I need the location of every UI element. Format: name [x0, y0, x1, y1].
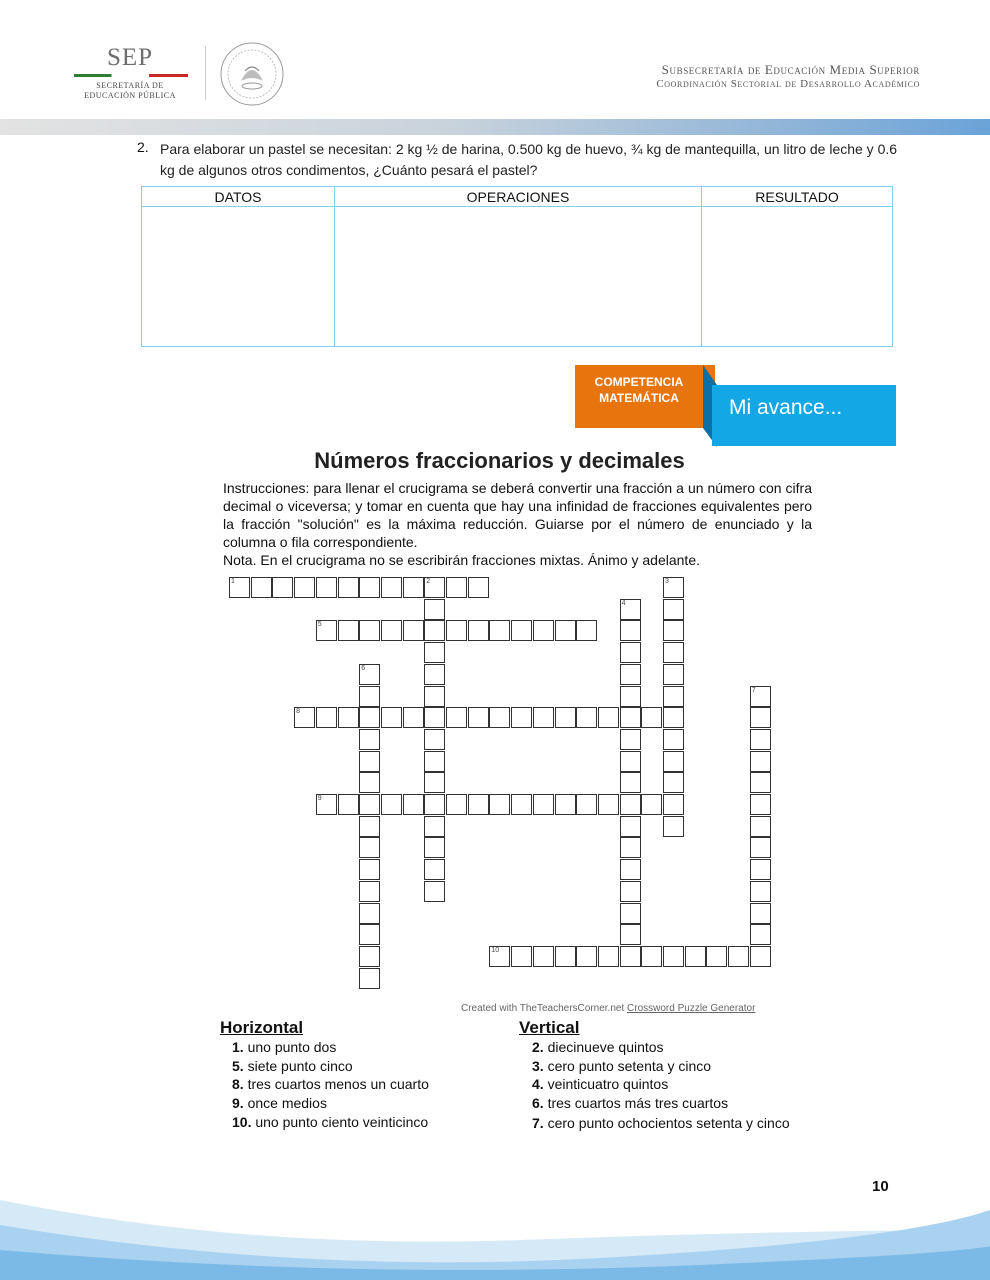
logo-subtitle	[70, 81, 190, 101]
crossword-cell[interactable]	[424, 772, 445, 793]
crossword-cell[interactable]	[424, 620, 445, 641]
crossword-cell[interactable]	[620, 729, 641, 750]
crossword-cell[interactable]	[403, 794, 424, 815]
crossword-cell[interactable]	[620, 924, 641, 945]
crossword-cell[interactable]	[446, 707, 467, 728]
crossword-cell[interactable]	[511, 946, 532, 967]
logo-sub-line1: SECRETARÍA DE	[96, 81, 164, 90]
crossword-cell[interactable]	[620, 751, 641, 772]
header-resultado: RESULTADO	[702, 187, 893, 207]
clue-h5: 5. siete punto cinco	[232, 1058, 353, 1074]
answer-table-header	[142, 187, 893, 207]
header-datos: DATOS	[142, 187, 335, 207]
crossword-cell[interactable]	[750, 729, 771, 750]
crossword-cell[interactable]	[359, 577, 380, 598]
crossword-cell[interactable]	[272, 577, 293, 598]
crossword-cell[interactable]	[424, 859, 445, 880]
tag-line1: COMPETENCIA	[594, 375, 684, 389]
crossword-cell[interactable]	[750, 837, 771, 858]
clue-h8: 8. tres cuartos menos un cuarto	[232, 1076, 429, 1092]
crossword-cell[interactable]	[359, 968, 380, 989]
crossword-cell[interactable]	[620, 859, 641, 880]
crossword-cell[interactable]	[706, 946, 727, 967]
clue-number-7: 7	[751, 686, 756, 694]
crossword-cell[interactable]	[620, 642, 641, 663]
crossword-cell[interactable]	[750, 772, 771, 793]
org-line1: Subsecretaría de Educación Media Superior	[661, 62, 920, 77]
clue-number-4: 4	[621, 599, 626, 607]
vertical-heading: Vertical	[519, 1018, 580, 1037]
crossword-cell[interactable]	[576, 946, 597, 967]
crossword-cell[interactable]	[685, 946, 706, 967]
crossword-cell[interactable]	[359, 686, 380, 707]
crossword-title: Números fraccionarios y decimales	[314, 448, 685, 473]
credit-prefix: Created with TheTeachersCorner.net	[461, 1003, 625, 1014]
crossword-cell[interactable]	[359, 859, 380, 880]
crossword-cell[interactable]	[359, 881, 380, 902]
org-header	[656, 62, 920, 90]
crossword-cell[interactable]	[446, 794, 467, 815]
crossword-cell[interactable]	[663, 751, 684, 772]
crossword-cell[interactable]	[381, 620, 402, 641]
clue-h1: 1. uno punto dos	[232, 1039, 337, 1055]
crossword-cell[interactable]	[511, 620, 532, 641]
crossword-cell[interactable]	[359, 794, 380, 815]
cell-resultado[interactable]	[702, 207, 893, 347]
header-band	[0, 119, 990, 135]
crossword-cell[interactable]	[555, 946, 576, 967]
crossword-cell[interactable]	[728, 946, 749, 967]
crossword-cell[interactable]	[489, 620, 510, 641]
crossword-cell[interactable]	[641, 707, 662, 728]
cell-datos[interactable]	[142, 207, 335, 347]
crossword-cell[interactable]	[533, 707, 554, 728]
clue-number-8: 8	[296, 708, 300, 716]
crossword-cell[interactable]	[424, 729, 445, 750]
crossword-cell[interactable]	[598, 946, 619, 967]
crossword-cell[interactable]	[424, 837, 445, 858]
crossword-cell[interactable]	[620, 664, 641, 685]
crossword-cell[interactable]	[620, 620, 641, 641]
crossword-cell[interactable]	[750, 859, 771, 880]
crossword-cell[interactable]	[750, 903, 771, 924]
crossword-cell[interactable]	[555, 794, 576, 815]
clue-number-3: 3	[665, 578, 669, 585]
crossword-cell[interactable]	[555, 620, 576, 641]
header-operaciones: OPERACIONES	[335, 187, 702, 207]
crossword-cell[interactable]	[446, 620, 467, 641]
crossword-cell[interactable]	[359, 707, 380, 728]
credit-line	[461, 1003, 755, 1014]
crossword-cell[interactable]	[620, 837, 641, 858]
crossword-cell[interactable]	[511, 794, 532, 815]
crossword-cell[interactable]	[620, 881, 641, 902]
crossword-cell[interactable]	[359, 772, 380, 793]
crossword-cell[interactable]	[424, 794, 445, 815]
clue-v4: 4. veinticuatro quintos	[532, 1076, 669, 1092]
crossword-cell[interactable]	[663, 664, 684, 685]
crossword-cell[interactable]	[620, 794, 641, 815]
cell-operaciones[interactable]	[335, 207, 702, 347]
crossword-cell[interactable]	[533, 794, 554, 815]
crossword-cell[interactable]	[446, 577, 467, 598]
crossword-cell[interactable]	[381, 577, 402, 598]
crossword-cell[interactable]	[663, 794, 684, 815]
crossword-cell[interactable]	[620, 903, 641, 924]
crossword-cell[interactable]	[663, 599, 684, 620]
crossword-cell[interactable]	[338, 707, 359, 728]
tag-line2: MATEMÁTICA	[599, 391, 679, 405]
crossword-cell[interactable]	[338, 620, 359, 641]
crossword-cell[interactable]	[316, 707, 337, 728]
crossword-cell[interactable]	[750, 946, 771, 967]
crossword-cell[interactable]	[359, 729, 380, 750]
crossword-cell[interactable]	[641, 946, 662, 967]
crossword-cell[interactable]	[381, 707, 402, 728]
clue-number-9: 9	[317, 795, 322, 802]
crossword-cell[interactable]	[468, 707, 489, 728]
crossword-cell[interactable]	[338, 794, 359, 815]
crossword-cell[interactable]	[620, 946, 641, 967]
crossword-cell[interactable]	[750, 751, 771, 772]
crossword-cell[interactable]	[663, 686, 684, 707]
clue-number-1: 1	[231, 578, 235, 585]
crossword-cell[interactable]	[359, 924, 380, 945]
crossword-cell[interactable]	[663, 816, 684, 837]
crossword-cell[interactable]	[468, 620, 489, 641]
crossword-cell[interactable]	[620, 816, 641, 837]
instructions-text: Instrucciones: para llenar el crucigrama se deberá convertir una fracción a un número con cifra decimal o viceversa; y tomar en cuenta que hay una infinidad de fracciones equivalentes pero la fracción "solución" es la máxima reducción. Guiarse por el número de enunciado y la columna o fila correspondiente.	[223, 480, 812, 550]
crossword-cell[interactable]	[750, 794, 771, 815]
crossword-cell[interactable]	[489, 707, 510, 728]
competencia-tag-text	[580, 374, 698, 406]
crossword-cell[interactable]	[641, 794, 662, 815]
clue-number-6: 6	[361, 664, 366, 672]
crossword-cell[interactable]	[620, 707, 641, 728]
answer-table-row	[142, 207, 893, 347]
crossword-cell[interactable]	[424, 881, 445, 902]
crossword-cell[interactable]	[663, 620, 684, 641]
crossword-cell[interactable]	[359, 903, 380, 924]
crossword-cell[interactable]	[663, 772, 684, 793]
crossword-cell[interactable]	[403, 620, 424, 641]
mi-avance-label: Mi avance...	[729, 396, 843, 419]
crossword-cell[interactable]	[533, 946, 554, 967]
clue-v2: 2. diecinueve quintos	[532, 1039, 664, 1055]
crossword-instructions	[223, 479, 812, 569]
crossword-cell[interactable]	[316, 577, 337, 598]
crossword-cell[interactable]	[359, 946, 380, 967]
crossword-cell[interactable]	[359, 751, 380, 772]
clue-number-2: 2	[426, 578, 431, 585]
crossword-cell[interactable]	[620, 772, 641, 793]
crossword-cell[interactable]	[424, 642, 445, 663]
footer-waves	[0, 1180, 990, 1280]
crossword-cell[interactable]	[750, 816, 771, 837]
crossword-cell[interactable]	[424, 599, 445, 620]
crossword-cell[interactable]	[663, 729, 684, 750]
crossword-cell[interactable]	[338, 577, 359, 598]
crossword-cell[interactable]	[555, 707, 576, 728]
horizontal-heading: Horizontal	[220, 1018, 304, 1037]
logo-text: SEP	[106, 44, 154, 71]
crossword-cell[interactable]	[533, 620, 554, 641]
national-seal-icon	[219, 41, 285, 107]
crossword-cell[interactable]	[576, 794, 597, 815]
question-number: 2.	[137, 139, 149, 155]
clue-h9: 9. once medios	[232, 1095, 327, 1111]
credit-link[interactable]: Crossword Puzzle Generator	[627, 1003, 756, 1014]
crossword-cell[interactable]	[468, 794, 489, 815]
crossword-cell[interactable]	[424, 751, 445, 772]
crossword-cell[interactable]	[403, 707, 424, 728]
clue-v6: 6. tres cuartos más tres cuartos	[532, 1095, 729, 1111]
crossword-cell[interactable]	[381, 794, 402, 815]
crossword-cell[interactable]	[424, 816, 445, 837]
instructions-note: Nota. En el crucigrama no se escribirán fracciones mixtas. Ánimo y adelante.	[223, 552, 700, 568]
crossword-cell[interactable]	[489, 794, 510, 815]
crossword-cell[interactable]	[663, 946, 684, 967]
crossword-cell[interactable]	[576, 620, 597, 641]
clue-h10: 10. uno punto ciento veinticinco	[232, 1114, 429, 1130]
sep-logo	[70, 44, 190, 104]
org-line2: Coordinación Sectorial de Desarrollo Académico	[656, 78, 920, 90]
crossword-cell[interactable]	[468, 577, 489, 598]
crossword-cell[interactable]	[620, 686, 641, 707]
crossword-cell[interactable]	[663, 642, 684, 663]
crossword-cell[interactable]	[251, 577, 272, 598]
crossword-cell[interactable]	[359, 816, 380, 837]
crossword-cell[interactable]	[424, 707, 445, 728]
clue-number-10: 10	[491, 946, 500, 954]
question-text: Para elaborar un pastel se necesitan: 2 kg ½ de harina, 0.500 kg de huevo, ¾ kg de mantequilla, un litro de leche y 0.6 kg de algunos otros condimentos, ¿Cuánto pesará el pastel?	[160, 141, 898, 178]
clue-v7: 7. cero punto ochocientos setenta y cinco	[532, 1115, 790, 1131]
logo-flag-bar	[74, 74, 188, 77]
crossword-cell[interactable]	[750, 707, 771, 728]
page-number: 10	[872, 1178, 889, 1195]
crossword-cell[interactable]	[663, 707, 684, 728]
clue-number-5: 5	[317, 621, 322, 629]
crossword-cell[interactable]	[576, 707, 597, 728]
answer-table	[141, 186, 893, 347]
crossword-cell[interactable]	[598, 707, 619, 728]
crossword-cell[interactable]	[750, 924, 771, 945]
crossword-cell[interactable]	[511, 707, 532, 728]
crossword-cell[interactable]	[359, 837, 380, 858]
crossword-cell[interactable]	[403, 577, 424, 598]
clue-v3: 3. cero punto setenta y cinco	[532, 1058, 712, 1074]
crossword-cell[interactable]	[294, 577, 315, 598]
crossword-cell[interactable]	[424, 686, 445, 707]
crossword-cell[interactable]	[424, 664, 445, 685]
crossword-cell[interactable]	[359, 620, 380, 641]
logo-sub-line2: EDUCACIÓN PÚBLICA	[84, 91, 176, 100]
crossword-cell[interactable]	[750, 881, 771, 902]
crossword-cell[interactable]	[598, 794, 619, 815]
header-divider	[205, 46, 206, 100]
